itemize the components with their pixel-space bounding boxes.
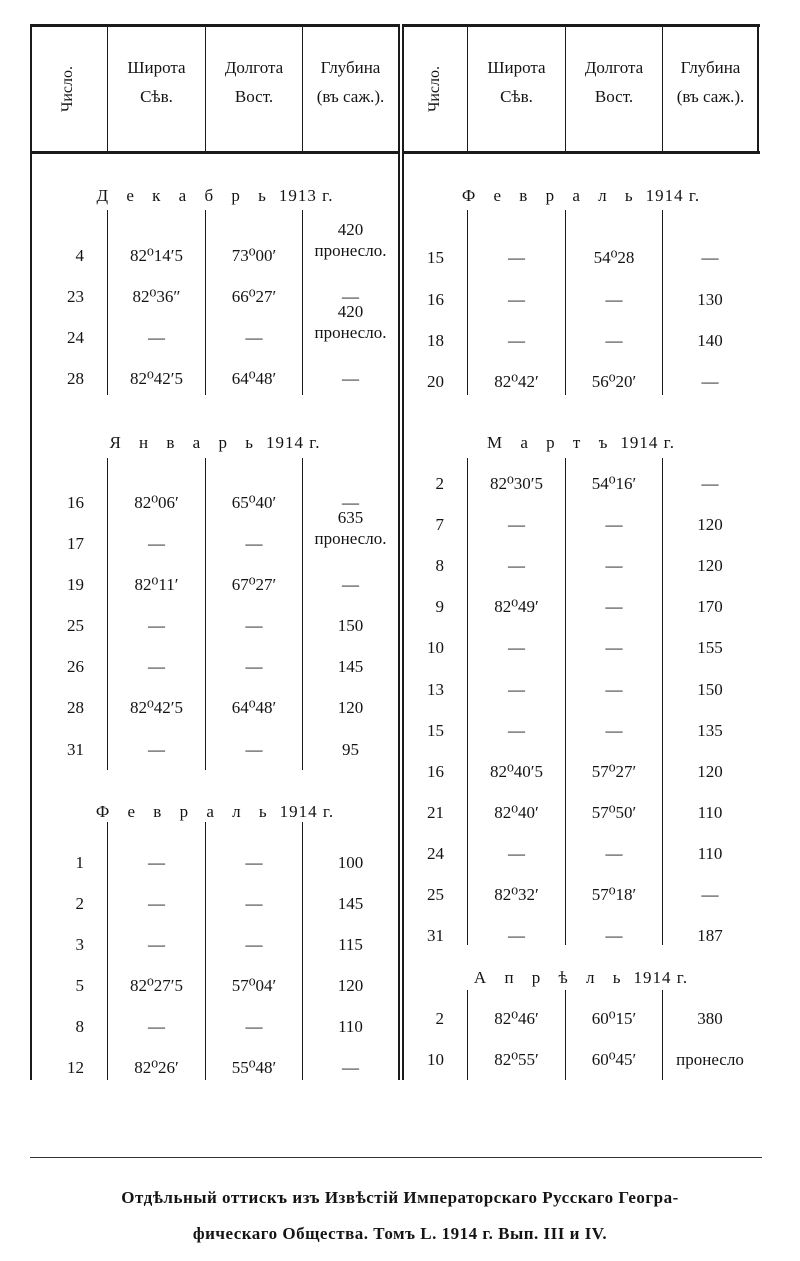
row-latitude: — <box>148 616 165 635</box>
row-latitude: — <box>508 926 525 945</box>
row-depth: 120 <box>337 976 364 995</box>
month-year: 1914 г. <box>645 186 701 205</box>
lat-label-2: Сѣв. <box>500 87 533 107</box>
row-latitude: — <box>148 740 165 759</box>
row-depth: 155 <box>697 638 723 657</box>
month-name: Ф е в р а л ь <box>95 802 274 821</box>
row-longitude: — <box>245 328 263 347</box>
month-name: М а р т ъ <box>487 433 615 452</box>
depth-label-2: (въ саж.). <box>316 87 385 107</box>
row-depth: 120 <box>697 556 723 575</box>
left-header-chislo: Число. <box>59 65 76 113</box>
row-day: 7 <box>435 515 444 534</box>
row-depth: пронесло <box>676 1050 744 1069</box>
row-day: 18 <box>427 331 444 350</box>
row-depth: — <box>342 1058 359 1077</box>
row-longitude: — <box>245 534 263 553</box>
row-day: 10 <box>427 638 444 657</box>
left-month-title <box>32 802 398 822</box>
right-header-rule <box>402 151 760 154</box>
left-header-depth <box>303 57 398 108</box>
row-day: 23 <box>67 287 84 306</box>
month-year: 1913 г. <box>278 186 334 205</box>
row-latitude: — <box>508 638 525 657</box>
row-longitude: — <box>605 556 623 575</box>
row-longitude: 64⁰48′ <box>231 698 277 717</box>
footer-line-2: фическаго Общества. Томъ L. 1914 г. Вып. III и IV. <box>192 1224 608 1243</box>
row-day: 2 <box>75 894 84 913</box>
row-longitude: — <box>605 290 623 309</box>
left-top-rule <box>30 24 400 27</box>
lat-label-1: Широта <box>127 58 186 77</box>
row-day: 31 <box>427 926 444 945</box>
row-depth: 187 <box>697 926 723 945</box>
row-longitude: — <box>245 935 263 954</box>
row-longitude: — <box>245 1017 263 1036</box>
row-depth: 110 <box>338 1017 363 1036</box>
row-latitude: 82⁰40′ <box>494 803 539 822</box>
row-depth: 100 <box>337 853 364 872</box>
row-day: 17 <box>67 534 84 553</box>
right-header-lat <box>468 57 565 108</box>
row-day: 19 <box>67 575 84 594</box>
row-latitude: — <box>148 1017 165 1036</box>
row-depth: 95 <box>342 740 359 759</box>
row-depth: 135 <box>697 721 723 740</box>
row-longitude: — <box>245 740 263 759</box>
row-depth: 145 <box>337 657 364 676</box>
right-header-chislo: Число. <box>426 65 443 113</box>
right-month-title <box>404 968 758 988</box>
row-depth: 110 <box>697 803 723 822</box>
left-month-title <box>32 186 398 206</box>
row-latitude: 82⁰36″ <box>132 287 181 306</box>
row-day: 13 <box>427 680 444 699</box>
row-longitude: 57⁰50′ <box>591 803 637 822</box>
row-day: 1 <box>75 853 84 872</box>
row-depth: 420 <box>337 220 364 239</box>
row-longitude: 54⁰28 <box>593 248 635 267</box>
row-latitude: — <box>148 328 165 347</box>
row-day: 5 <box>75 976 84 995</box>
right-month-title <box>404 433 758 453</box>
row-latitude: 82⁰40′5 <box>489 762 544 781</box>
row-day: 28 <box>67 369 84 388</box>
right-month-title <box>404 186 758 206</box>
row-latitude: — <box>508 515 525 534</box>
row-depth: — <box>342 493 359 512</box>
row-latitude: 82⁰11′ <box>134 575 179 594</box>
lon-label-1: Долгота <box>224 58 284 77</box>
row-depth-note: пронесло. <box>314 323 387 342</box>
row-longitude: 60⁰15′ <box>591 1009 637 1028</box>
month-year: 1914 г. <box>633 968 689 987</box>
footer-line-1: Отдѣльный оттискъ изъ Извѣстій Императорскаго Русскаго Геогра- <box>121 1188 679 1207</box>
left-header-rule <box>30 151 400 154</box>
row-day: 25 <box>67 616 84 635</box>
row-depth: 145 <box>337 894 364 913</box>
row-latitude: 82⁰06′ <box>134 493 179 512</box>
row-latitude: — <box>148 657 165 676</box>
row-longitude: 60⁰45′ <box>591 1050 637 1069</box>
row-latitude: — <box>508 248 525 267</box>
row-longitude: 56⁰20′ <box>591 372 637 391</box>
row-longitude: — <box>605 331 623 350</box>
row-day: 21 <box>427 803 444 822</box>
row-day: 16 <box>427 762 444 781</box>
row-latitude: 82⁰42′ <box>494 372 539 391</box>
row-latitude: 82⁰42′5 <box>129 369 184 388</box>
left-right-line <box>398 24 400 1080</box>
row-latitude: — <box>148 853 165 872</box>
row-depth: 420 <box>337 302 364 321</box>
left-header-lat <box>108 57 205 108</box>
row-latitude: 82⁰26′ <box>134 1058 179 1077</box>
row-depth: 120 <box>697 762 723 781</box>
month-year: 1914 г. <box>620 433 675 452</box>
left-month-title <box>32 433 398 453</box>
right-header-lon <box>566 57 662 108</box>
row-longitude: 57⁰27′ <box>591 762 637 781</box>
left-header-lon <box>206 57 302 108</box>
row-longitude: — <box>605 844 623 863</box>
month-year: 1914 г. <box>265 433 321 452</box>
row-longitude: 73⁰00′ <box>231 246 277 265</box>
row-latitude: — <box>508 331 525 350</box>
row-day: 25 <box>427 885 444 904</box>
row-depth-note: пронесло. <box>314 529 387 548</box>
depth-label-1: Глубина <box>680 58 741 77</box>
depth-label-1: Глубина <box>320 58 381 77</box>
row-depth: — <box>342 369 359 388</box>
row-day: 24 <box>427 844 444 863</box>
row-day: 12 <box>67 1058 84 1077</box>
row-depth: — <box>701 372 719 391</box>
row-latitude: — <box>508 844 525 863</box>
row-longitude: 57⁰18′ <box>591 885 637 904</box>
month-name: Ф е в р а л ь <box>461 186 640 205</box>
row-day: 10 <box>427 1050 444 1069</box>
row-depth: 150 <box>697 680 723 699</box>
row-depth: 380 <box>697 1009 723 1028</box>
lat-label-2: Сѣв. <box>140 87 173 107</box>
footer-rule <box>30 1157 762 1158</box>
month-name: Я н в а р ь <box>109 433 260 452</box>
row-longitude: — <box>245 894 263 913</box>
right-outer-line <box>402 24 404 1080</box>
row-longitude: 64⁰48′ <box>231 369 277 388</box>
row-depth: 120 <box>337 698 364 717</box>
row-longitude: 65⁰40′ <box>231 493 277 512</box>
row-longitude: — <box>605 638 623 657</box>
row-day: 8 <box>75 1017 84 1036</box>
row-longitude: — <box>245 616 263 635</box>
row-depth: — <box>701 474 719 493</box>
row-latitude: — <box>508 556 525 575</box>
row-day: 28 <box>67 698 84 717</box>
row-day: 15 <box>427 248 444 267</box>
row-latitude: 82⁰55′ <box>494 1050 539 1069</box>
row-day: 16 <box>67 493 84 512</box>
row-latitude: — <box>148 894 165 913</box>
row-longitude: — <box>245 853 263 872</box>
row-latitude: 82⁰14′5 <box>129 246 184 265</box>
row-depth: 115 <box>338 935 363 954</box>
row-depth-note: пронесло. <box>314 241 387 260</box>
row-depth: — <box>342 287 359 306</box>
row-depth: 110 <box>697 844 723 863</box>
row-day: 2 <box>435 474 444 493</box>
row-latitude: — <box>508 721 525 740</box>
row-day: 24 <box>67 328 84 347</box>
lat-label-1: Широта <box>487 58 546 77</box>
row-longitude: 54⁰16′ <box>591 474 637 493</box>
row-day: 9 <box>435 597 444 616</box>
row-longitude: 66⁰27′ <box>231 287 277 306</box>
row-depth: 150 <box>337 616 364 635</box>
lon-label-2: Вост. <box>594 87 634 107</box>
row-day: 4 <box>75 246 84 265</box>
row-longitude: — <box>605 721 623 740</box>
month-name: А п р ѣ л ь <box>473 968 628 987</box>
row-depth: — <box>701 248 719 267</box>
row-day: 15 <box>427 721 444 740</box>
row-day: 2 <box>435 1009 444 1028</box>
row-latitude: 82⁰46′ <box>494 1009 539 1028</box>
lon-label-2: Вост. <box>234 87 274 107</box>
row-depth: 140 <box>697 331 723 350</box>
row-longitude: — <box>605 515 623 534</box>
row-latitude: — <box>148 534 165 553</box>
right-top-rule <box>402 24 760 27</box>
row-latitude: 82⁰27′5 <box>129 976 184 995</box>
row-depth: 120 <box>697 515 723 534</box>
row-latitude: — <box>508 680 525 699</box>
month-year: 1914 г. <box>279 802 335 821</box>
row-longitude: — <box>605 597 623 616</box>
row-longitude: 57⁰04′ <box>231 976 277 995</box>
row-longitude: 67⁰27′ <box>231 575 277 594</box>
row-longitude: — <box>605 680 623 699</box>
row-longitude: — <box>605 926 623 945</box>
row-latitude: 82⁰30′5 <box>489 474 544 493</box>
row-day: 31 <box>67 740 84 759</box>
month-name: Д е к а б р ь <box>96 186 273 205</box>
row-day: 16 <box>427 290 444 309</box>
right-header-depth <box>663 57 758 108</box>
row-depth: 635 <box>337 508 364 527</box>
lon-label-1: Долгота <box>584 58 644 77</box>
row-depth: — <box>342 575 359 594</box>
depth-label-2: (въ саж.). <box>676 87 745 107</box>
row-day: 26 <box>67 657 84 676</box>
row-latitude: — <box>148 935 165 954</box>
row-longitude: — <box>245 657 263 676</box>
row-longitude: 55⁰48′ <box>231 1058 277 1077</box>
row-day: 20 <box>427 372 444 391</box>
row-latitude: — <box>508 290 525 309</box>
row-depth: — <box>701 885 719 904</box>
row-day: 8 <box>435 556 444 575</box>
row-latitude: 82⁰49′ <box>494 597 539 616</box>
row-latitude: 82⁰32′ <box>494 885 539 904</box>
row-depth: 170 <box>697 597 723 616</box>
row-latitude: 82⁰42′5 <box>129 698 184 717</box>
row-day: 3 <box>75 935 84 954</box>
row-depth: 130 <box>697 290 723 309</box>
